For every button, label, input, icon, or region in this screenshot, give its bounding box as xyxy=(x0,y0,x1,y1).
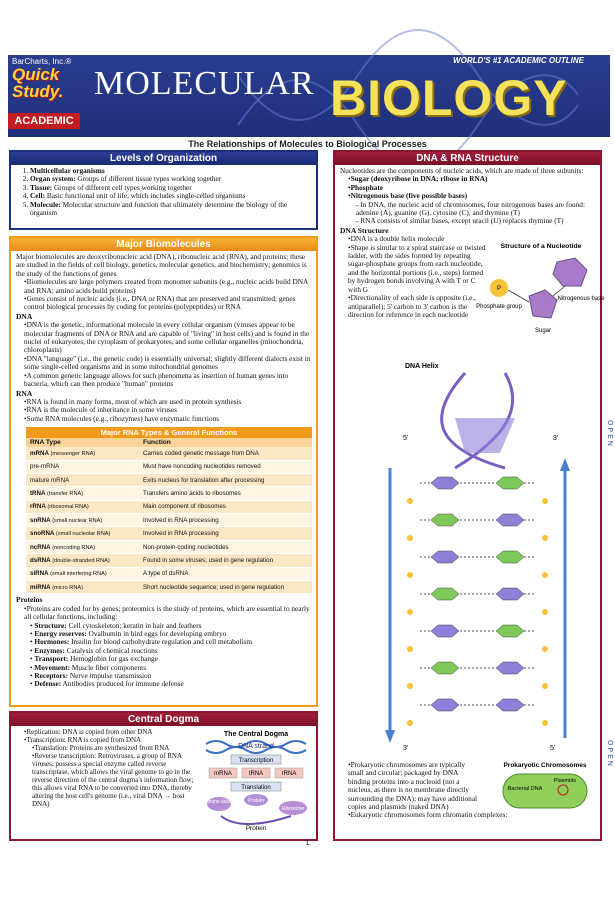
base-pair-shape xyxy=(496,551,524,563)
three-prime-top: 3' xyxy=(553,435,559,442)
protein-functions-list xyxy=(16,622,311,689)
table-row xyxy=(26,567,312,580)
table-row xyxy=(26,514,312,527)
phosphate-dot xyxy=(542,646,548,652)
phosphate-dot xyxy=(407,683,413,689)
rna-function-cell: Exits nucleus for translation after processing xyxy=(139,473,312,486)
central-dogma-panel xyxy=(9,711,318,841)
list-item: 2. Organ system: Groups of different tissue types working together xyxy=(30,175,311,183)
dna-helix-diagram xyxy=(365,358,590,758)
rna-type-cell: pre-mRNA xyxy=(26,460,139,473)
list-item: •Reverse transcription: Retroviruses, a group of RNA viruses, possess a special enzyme called reverse transcriptase, which allows the viral genome to go in the reverse direction of the central dogma's information flow; this allows viral RNA to be converted into DNA, thereby altering the host cell's genome (i.e., viral DNA → host DNA) xyxy=(32,752,194,808)
list-item: •Eukaryotic chromosomes form chromatin complexes: xyxy=(348,810,508,820)
page-subtitle: The Relationships of Molecules to Biological Processes xyxy=(188,139,427,149)
base-label: Nitrogenous base xyxy=(557,296,605,302)
rna-function-cell: Main component of ribosomes xyxy=(139,500,312,513)
phosphate-dot xyxy=(542,609,548,615)
dna-rna-panel xyxy=(333,150,605,841)
rna-type-cell: mature mRNA xyxy=(26,473,139,486)
levels-list xyxy=(16,167,311,217)
rna-type-cell: mRNA (messenger RNA) xyxy=(26,447,139,460)
nucleotide-title: Structure of a Nucleotide xyxy=(500,243,582,250)
base-pair-shape xyxy=(431,514,459,526)
list-item: •DNA is a double helix molecule xyxy=(348,234,445,244)
rna-function-cell: Non-protein-coding nucleotides xyxy=(139,540,312,553)
list-item: •Directionality of each side is opposite (i.e., antiparallel); 5' carbon to 3' carbon is the direction for reference in each nucleotide xyxy=(348,293,476,319)
brand-logo xyxy=(12,57,82,100)
column-header: Function xyxy=(139,438,312,447)
title-biology: BIOLOGY xyxy=(330,70,568,126)
table-row xyxy=(26,527,312,540)
bacterial-dna-label: Bacterial DNA xyxy=(507,786,543,792)
rna-type-cell: snRNA (small nuclear RNA) xyxy=(26,514,139,527)
list-item: •RNA is the molecule of inheritance in some viruses xyxy=(24,405,177,415)
list-item: •DNA "language" (i.e., the genetic code) is essentially universal; slightly different dialects exist in some single-celled organisms and in some mitochondrial genomes xyxy=(24,353,311,372)
biomolecules-title: Major Biomolecules xyxy=(11,238,316,251)
rna-types-table xyxy=(26,427,312,594)
biomolecules-intro: Major biomolecules are deoxyribonucleic acid (DNA), ribonucleic acid (RNA), and proteins; these are studied in the fields of cell biology, genetics, molecular genetics, and biochemistry; genomics is the study of the functions of genes xyxy=(16,252,307,278)
list-item: • Hormones: Insulin for blood carbohydrate regulation and cell metabolism xyxy=(30,637,253,647)
dna-strand-label: DNA strand xyxy=(238,743,274,750)
rna-function-cell: Involved in RNA processing xyxy=(139,527,312,540)
list-item: 5. Molecule: Molecular structure and function that ultimately determine the biology of the organism xyxy=(30,201,311,218)
table-row xyxy=(26,540,312,553)
prokaryotic-diagram xyxy=(495,760,595,814)
base-pair-shape xyxy=(431,699,459,711)
base-pair-shape xyxy=(496,625,524,637)
column-header: RNA Type xyxy=(26,438,139,447)
phosphate-dot xyxy=(542,720,548,726)
helix-title: DNA Helix xyxy=(405,363,439,370)
base-pair-shape xyxy=(431,625,459,637)
table-row xyxy=(26,500,312,513)
three-prime-bottom: 3' xyxy=(403,745,409,752)
list-item: 3. Tissue: Groups of different cell types working together xyxy=(30,184,311,192)
list-item: • Receptors: Nerve impulse transmission xyxy=(30,671,152,681)
proteins-heading: Proteins xyxy=(16,595,43,605)
protein-label: Protein xyxy=(245,825,267,832)
list-item: •Shape is similar to a spiral staircase or twisted ladder, with the sides formed by repeating sugar-phosphate groups from each nucleotide, and the horizontal portions (i.e., steps) formed by hydrogen bonds involving A with T or C with G xyxy=(348,242,486,294)
title-molecular: MOLECULAR xyxy=(94,65,315,102)
list-item: • Defense: Antibodies produced for immune defense xyxy=(30,679,184,689)
amino-label: Amino acids xyxy=(205,799,233,805)
list-item: •Nitrogenous base (five possible bases) xyxy=(348,191,468,201)
list-item: •RNA is found in many forms, most of which are used in protein synthesis xyxy=(24,396,242,406)
rna-function-cell: A type of dsRNA xyxy=(139,567,312,580)
list-item: 4. Cell: Basic functional unit of life, which includes single-celled organisms xyxy=(30,192,311,200)
list-item: •Biomolecules are large polymers created from monomer subunits (e.g., nucleic acids build DNA and RNA; amino acids build proteins) xyxy=(24,277,308,295)
svg-text:P: P xyxy=(496,286,502,292)
rna-type-cell: ncRNA (noncoding RNA) xyxy=(26,540,139,553)
list-item: •Phosphate xyxy=(348,182,383,192)
phosphate-dot xyxy=(407,572,413,578)
phosphate-dot xyxy=(407,609,413,615)
sugar-label: Sugar xyxy=(534,328,552,334)
translation-label: Translation xyxy=(241,785,271,791)
transcription-label: Transcription xyxy=(238,758,274,764)
brand-quick: Quick xyxy=(12,65,60,84)
biomolecules-panel xyxy=(9,236,318,707)
base-pair-shape xyxy=(431,662,459,674)
phosphate-label: Phosphate group xyxy=(476,304,522,310)
list-item: •Transcription: RNA is copied from DNA xyxy=(24,736,142,744)
header-banner xyxy=(8,55,610,137)
phosphate-dot xyxy=(542,498,548,504)
dna-heading: DNA xyxy=(16,311,33,321)
base-pair-shape xyxy=(496,662,524,674)
ribosome-label: Ribosome xyxy=(281,806,305,812)
phosphate-dot xyxy=(407,646,413,652)
list-item: •DNA is the genetic, informational molecule in every cellular organism (viruses appear to be molecular fragments of DNA or RNA and are capable of "living" in host cells) and is found in the nuclei of eukaryotes, the cytoplasm of prokaryotes, and some cellular organelles (mitochondria, chloroplasts) xyxy=(24,320,310,355)
five-prime-bottom: 5' xyxy=(550,745,556,752)
tagline: WORLD'S #1 ACADEMIC OUTLINE xyxy=(453,56,584,65)
list-item: •Proteins are coded for by genes; proteomics is the study of proteins, which are essential to nearly all cellular functions, including: xyxy=(24,603,310,622)
diagram-title: The Central Dogma xyxy=(223,731,289,738)
rna-type-cell: snoRNA (small nucleolar RNA) xyxy=(26,527,139,540)
rna-function-cell: Must have noncoding nucleotides removed xyxy=(139,460,312,473)
nucleotide-diagram xyxy=(476,240,605,350)
side-tab-open: OPEN xyxy=(606,420,613,448)
levels-panel xyxy=(9,150,318,230)
brand-study: Study. xyxy=(12,82,64,101)
five-prime-top: 5' xyxy=(403,435,409,442)
base-pair-shape xyxy=(496,514,524,526)
rna-type-cell: dsRNA (double-stranded RNA) xyxy=(26,554,139,567)
table-row xyxy=(26,473,312,486)
table-row xyxy=(26,554,312,567)
dna-rna-title: DNA & RNA Structure xyxy=(335,152,600,165)
table-row xyxy=(26,581,312,594)
rna-type-cell: rRNA (ribosomal RNA) xyxy=(26,500,139,513)
dna-structure-heading: DNA Structure xyxy=(340,225,389,235)
levels-title: Levels of Organization xyxy=(11,152,316,165)
brand-company: BarCharts, Inc.® xyxy=(12,57,72,66)
trna-label: tRNA xyxy=(248,771,264,777)
list-item: 1. Multicellular organisms xyxy=(30,167,311,175)
brand-academic: ACADEMIC xyxy=(8,113,80,129)
list-item: • Energy reserves: Ovalbumin in bird eggs for developing embryo xyxy=(30,629,227,639)
prok-title: Prokaryotic Chromosomes xyxy=(503,762,587,769)
rna-function-cell: Involved in RNA processing xyxy=(139,514,312,527)
table-row xyxy=(26,460,312,473)
list-item: • Enzymes: Catalysis of chemical reactions xyxy=(30,645,158,655)
phosphate-dot xyxy=(407,535,413,541)
mrna-label: mRNA xyxy=(214,771,232,777)
base-pair-shape xyxy=(431,551,459,563)
list-item: • Transport: Hemoglobin for gas exchange xyxy=(30,654,158,664)
list-item: •Replication: DNA is copied from other DNA xyxy=(24,728,153,736)
list-item: •Prokaryotic chromosomes are typically small and circular; packaged by DNA binding proteins into a nucleoid (not a nucleus, as there is no membrane directly surrounding the DNA); may have additional copies and plasmids (naked DNA) xyxy=(348,760,478,812)
rna-function-cell: Found in some viruses; used in gene regulation xyxy=(139,554,312,567)
rna-function-cell: Short nucleotide sequence; used in gene regulation xyxy=(139,581,312,594)
table-row xyxy=(26,487,312,500)
list-item: •Genes consist of nucleic acids (i.e., DNA or RNA) that are preserved and transmitted; genes control biological processes by coding for proteins (polypeptides) or RNA xyxy=(24,294,296,312)
base-pair-shape xyxy=(496,588,524,600)
base-pair-shape xyxy=(496,699,524,711)
rna-type-cell: miRNA (micro RNA) xyxy=(26,581,139,594)
phosphate-dot xyxy=(407,498,413,504)
rna-heading: RNA xyxy=(16,388,33,398)
base-pair-shape xyxy=(496,477,524,489)
rna-type-cell: tRNA (transfer RNA) xyxy=(26,487,139,500)
table-row xyxy=(26,447,312,460)
list-item: •A common genetic language allows for such phenomena as insertion of human genes into bacteria, which can then produce "human" proteins xyxy=(24,370,289,389)
central-dogma-title: Central Dogma xyxy=(11,713,316,726)
list-item: •Some RNA molecules (e.g., ribozymes) have enzymatic functions xyxy=(24,413,220,423)
rna-table-caption: Major RNA Types & General Functions xyxy=(26,427,312,438)
list-item: • Movement: Muscle fiber components xyxy=(30,662,147,672)
protein-small-label: Protein xyxy=(248,798,264,804)
list-item: - In DNA, the nucleic acid of chromosomes, four nitrogenous bases are found: adenine (A), guanine (G), cytosine (C), and thymine (T) xyxy=(356,199,585,218)
list-item: •Translation: Proteins are synthesized from RNA xyxy=(32,744,170,752)
phosphate-dot xyxy=(542,572,548,578)
list-item: • Structure: Cell cytoskeleton; keratin in hair and feathers xyxy=(30,620,202,630)
phosphate-dot xyxy=(542,535,548,541)
rna-function-cell: Transfers amino acids to ribosomes xyxy=(139,487,312,500)
base-pair-shape xyxy=(431,477,459,489)
list-item: •Sugar (deoxyribose in DNA; ribose in RNA) xyxy=(348,174,488,184)
central-dogma-diagram xyxy=(201,728,311,836)
page-number: 1 xyxy=(305,840,310,847)
phosphate-dot xyxy=(407,720,413,726)
side-tab-open: OPEN xyxy=(606,740,613,768)
base-pair-shape xyxy=(431,588,459,600)
nucleotides-intro: Nucleotides are the components of nucleic acids, which are made of three subunits: xyxy=(340,166,584,175)
list-item: - RNA consists of similar bases, except uracil (U) replaces thymine (T) xyxy=(356,216,564,226)
rna-type-cell: siRNA (small interfering RNA) xyxy=(26,567,139,580)
rrna-label: rRNA xyxy=(281,771,297,777)
phosphate-dot xyxy=(542,683,548,689)
rna-function-cell: Carries coded genetic message from DNA xyxy=(139,447,312,460)
plasmids-label: Plasmids xyxy=(553,778,577,784)
